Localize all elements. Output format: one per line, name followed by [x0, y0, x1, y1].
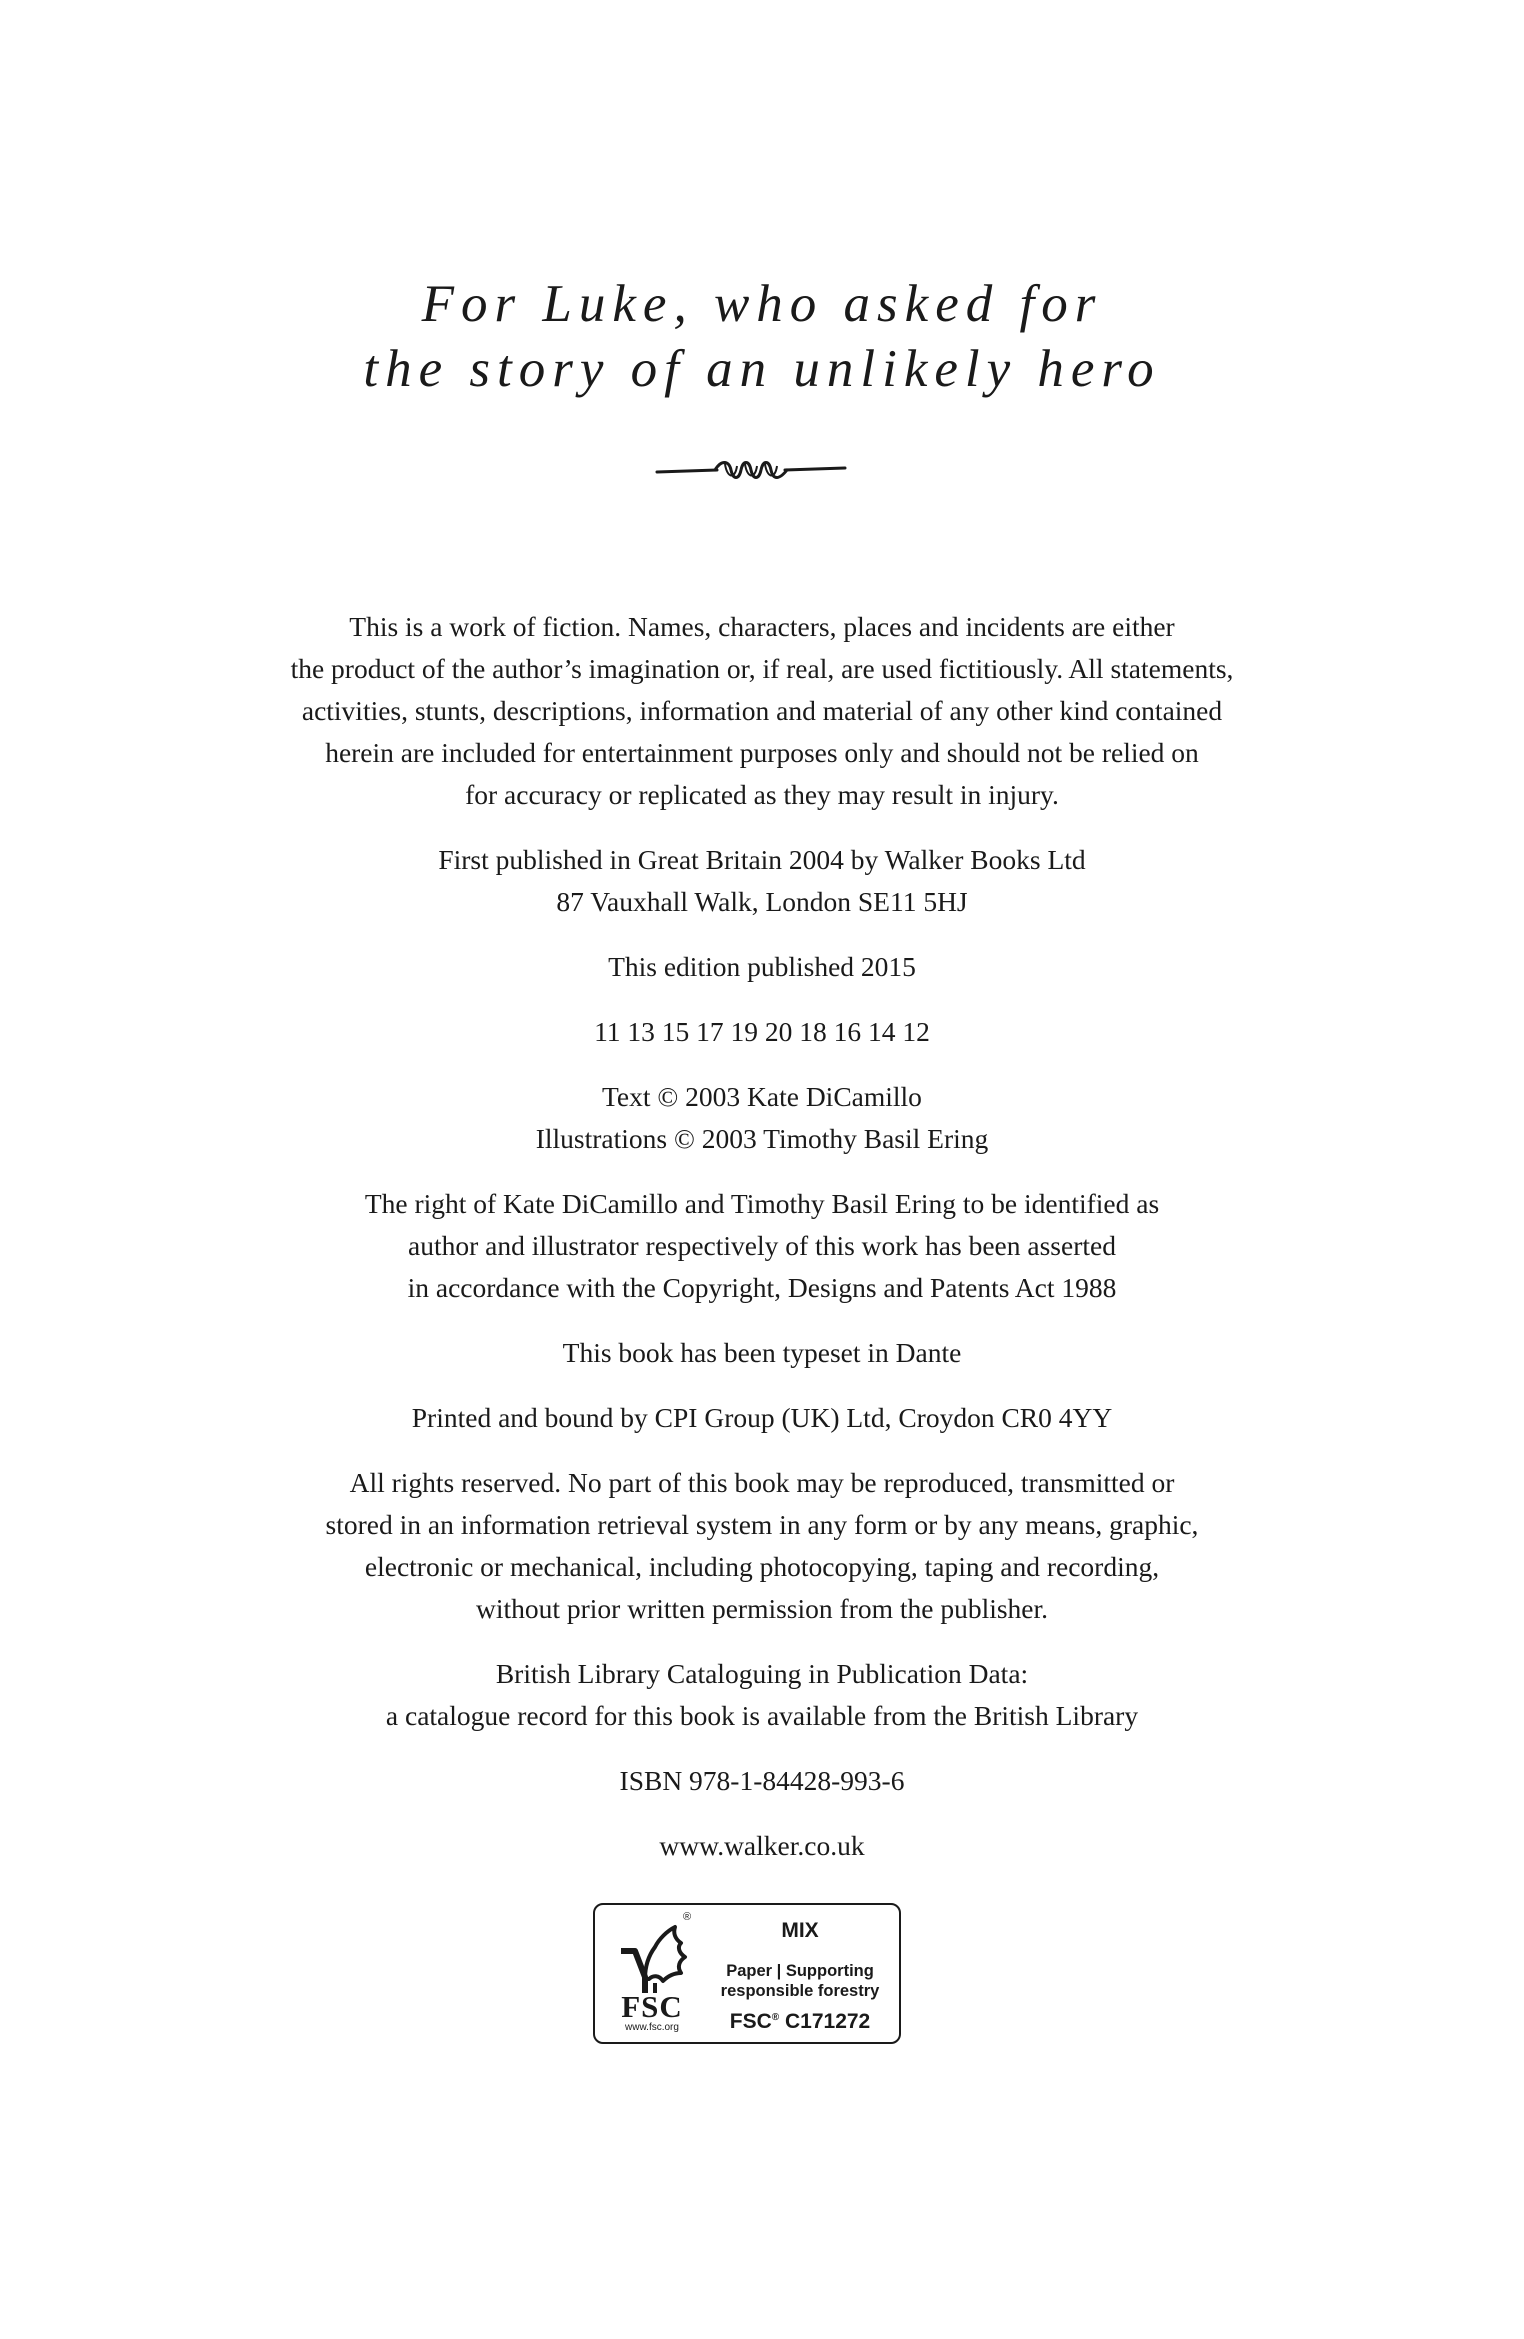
copyright-page-text — [0, 606, 1524, 1890]
ornament-flourish-icon — [655, 452, 847, 488]
rights-line: stored in an information retrieval system in any form or by any means, graphic, — [325, 1509, 1199, 1540]
disclaimer-line: the product of the author’s imagination or, if real, are used fictitiously. All statements, — [290, 653, 1234, 684]
fsc-code-mark: ® — [771, 2012, 780, 2023]
cataloguing-line: a catalogue record for this book is available from the British Library — [385, 1700, 1139, 1731]
publication-info — [0, 839, 1524, 923]
fsc-code-number: C171272 — [784, 2010, 871, 2033]
typeset-info — [0, 1332, 1524, 1374]
fsc-code-prefix: FSC — [729, 2010, 772, 2033]
fsc-description-line: responsible forestry — [720, 1982, 880, 2000]
printer-line: Printed and bound by CPI Group (UK) Ltd, Croydon CR0 4YY — [411, 1402, 1113, 1433]
fsc-wordmark: FSC — [621, 1989, 683, 2024]
dedication-line-2: the story of an unlikely hero — [363, 340, 1161, 398]
fsc-mix-label: MIX — [781, 1919, 819, 1942]
printing-number-line — [0, 1011, 1524, 1053]
edition-info — [0, 946, 1524, 988]
text-copyright: Text © 2003 Kate DiCamillo — [602, 1081, 922, 1112]
website-info — [0, 1825, 1524, 1867]
cataloguing-line: British Library Cataloguing in Publication Data: — [495, 1658, 1029, 1689]
edition-line: This edition published 2015 — [608, 951, 916, 982]
website-link[interactable]: www.walker.co.uk — [659, 1830, 865, 1861]
moral-rights-line: The right of Kate DiCamillo and Timothy Basil Ering to be identified as — [364, 1188, 1160, 1219]
isbn-info — [0, 1760, 1524, 1802]
rights-line: without prior written permission from the publisher. — [475, 1593, 1049, 1624]
disclaimer-line: for accuracy or replicated as they may result in injury. — [465, 779, 1059, 810]
disclaimer-line: herein are included for entertainment purposes only and should not be relied on — [325, 737, 1199, 768]
publication-line: First published in Great Britain 2004 by Walker Books Ltd — [438, 844, 1086, 875]
cataloguing-info — [0, 1653, 1524, 1737]
fsc-website: www.fsc.org — [625, 2022, 679, 2033]
moral-rights-line: in accordance with the Copyright, Designs and Patents Act 1988 — [407, 1272, 1117, 1303]
fsc-description-line: Paper | Supporting — [726, 1962, 874, 1980]
registered-mark: ® — [683, 1911, 692, 1923]
fsc-license-code — [707, 2010, 893, 2034]
dedication-line-1: For Luke, who asked for — [421, 275, 1103, 333]
dedication — [0, 272, 1524, 402]
isbn: ISBN 978-1-84428-993-6 — [619, 1765, 905, 1796]
printer-info — [0, 1397, 1524, 1439]
illustrations-copyright: Illustrations © 2003 Timothy Basil Ering — [535, 1123, 989, 1154]
publisher-address: 87 Vauxhall Walk, London SE11 5HJ — [556, 886, 968, 917]
fiction-disclaimer — [0, 606, 1524, 816]
disclaimer-line: activities, stunts, descriptions, information and material of any other kind contained — [301, 695, 1223, 726]
rights-line: electronic or mechanical, including photocopying, taping and recording, — [364, 1551, 1160, 1582]
fsc-certification-logo — [593, 1903, 901, 2044]
copyright-notice — [0, 1076, 1524, 1160]
fsc-tree-checkmark-icon — [615, 1917, 691, 1997]
rights-reserved-notice — [0, 1462, 1524, 1630]
rights-line: All rights reserved. No part of this book may be reproduced, transmitted or — [349, 1467, 1175, 1498]
typeset-line: This book has been typeset in Dante — [562, 1337, 962, 1368]
moral-rights-line: author and illustrator respectively of this work has been asserted — [408, 1230, 1116, 1261]
moral-rights-notice — [0, 1183, 1524, 1309]
print-line: 11 13 15 17 19 20 18 16 14 12 — [594, 1016, 930, 1047]
fsc-description — [707, 1961, 893, 2001]
disclaimer-line: This is a work of fiction. Names, characters, places and incidents are either — [349, 611, 1175, 642]
